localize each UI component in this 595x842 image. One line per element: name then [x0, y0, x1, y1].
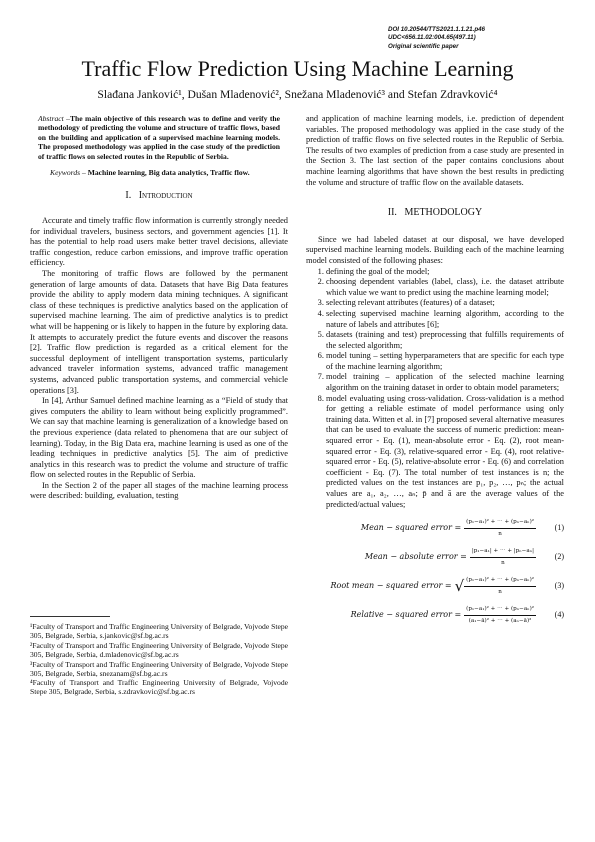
footnote: ²Faculty of Transport and Traffic Engineering University of Belgrade, Vojvode Stepe 305, Belgrade, Serbia, d.mladenovic@sf.bg.ac.rs: [30, 640, 288, 659]
intro-continuation: and application of machine learning models, i.e. prediction of dependent variables. The proposed methodology was applied in the case study of the prediction of traffic flows on five selected routes in the Republic of Serbia. The results of two examples of prediction from a case study are presented in the Section 3. The last section of the paper contains conclusions about machine learning algorithms that have shown the best results in predicting the volume and structure of traffic flow on the available datasets.: [306, 114, 564, 187]
abstract-text: The main objective of this research was to define and verify the methodology of predicting the volume and structure of traffic flows, based on the building and application of a supervised machine learning models. The proposed methodology was applied in the case study of the prediction of traffic flows on selected routes in the Republic of Serbia.: [38, 114, 280, 161]
phases-list: [306, 267, 564, 511]
list-item: 7. model training – application of the selected machine learning algorithm on the training dataset in order to obtain model parameters;: [326, 372, 564, 393]
intro-paragraph: In [4], Arthur Samuel defined machine learning as a “Field of study that gives computers the ability to learn without being explicitly programmed”. We can say that machine learning is generalization of a knowledge based on the previous experience (data related to phenomena that are our subject of learning). Today, in the Big Data era, machine learning is used as one of the leading techniques in predictive analytics [5]. The aim of predictive analytics in this research was to predict the volume and structure of traffic flow on selected routes in the Republic of Serbia.: [30, 396, 288, 480]
equation-3: Root mean − squared error = √ $\frac{\text{(p₁−a₁)² + ⋯ + (pₙ−aₙ)²}}{n}$ (3): [306, 575, 564, 597]
paper-title: Traffic Flow Prediction Using Machine Learning: [81, 56, 514, 81]
footnote: ¹Faculty of Transport and Traffic Engineering University of Belgrade, Vojvode Stepe 305, Belgrade, Serbia, s.jankovic@sf.bg.ac.rs: [30, 622, 288, 640]
list-item: 6. model tuning – setting hyperparameters that are specific for each type of the machine learning algorithm;: [326, 351, 564, 372]
intro-paragraph: The monitoring of traffic flows are followed by the permanent generation of large amounts of data. Datasets that have Big Data features provide the ability to apply modern data mining techniques. A significant class of these techniques is predictive analytics based on the application of supervised machine learning. The aim of predictive analytics is to predict what will be happening or is likely to happen in the future by exploring data. It attempts to accurately predict the future events and discover the reasons [2]. Traffic flow prediction is regarded as a critical element for the successful deployment of intelligent transportation systems, particularly advanced traveler information systems, advanced traffic management systems, advanced public transportation systems, and commercial vehicle operations [3].: [30, 269, 288, 395]
fraction: $\frac{\text{(p₁−a₁)² + ⋯ + (pₙ−aₙ)²}}{n}$: [466, 519, 534, 537]
list-item: 4. selecting supervised machine learning algorithm, according to the nature of labels and attributes [6];: [326, 309, 564, 330]
equation-2: Mean − absolute error = $\frac{\text{|p₁−a₁| + ⋯ + |pₙ−aₙ|}}{n}$ (2): [306, 546, 564, 568]
intro-paragraph: Accurate and timely traffic flow information is currently strongly needed for individual travelers, business sectors, and government agencies [1]. It has the potential to help road users make better travel decisions, alleviate traffic congestion, reduce carbon emissions, and improve traffic operation efficiency.: [30, 216, 288, 268]
keywords-text: Machine learning, Big data analytics, Traffic flow.: [87, 168, 250, 178]
sqrt-symbol: √: [454, 576, 465, 595]
section-heading-introduction: I. Introduction: [125, 190, 193, 202]
fraction: $\frac{\text{|p₁−a₁| + ⋯ + |pₙ−aₙ|}}{n}$: [471, 548, 534, 566]
list-item: 8. model evaluating using cross-validation. Cross-validation is a method for getting a reliable estimate of model performance using only training data. Witten et al. in [7] proposed several alternative measures that can be used to evaluate the success of numeric prediction: mean-squared error - Eq. (1), mean-absolute error - Eq. (2), root mean-squared error - Eq. (3), relative-squared error - Eq. (4), root relative-squared error - Eq. (5), relative-absolute error - Eq. (6) and correlation coefficient - Eq. (7). The total number of test instances is n; the predicted values on the test instances are p₁, p₂, …, pₙ; the actual values are a₁, a₂, …, aₙ; p̄ and ā are the average values of the predicted/actual values;: [326, 394, 564, 511]
equation-4: Relative − squared error = $\frac{\text{(p₁−a₁)² + ⋯ + (pₙ−aₙ)²}}{\text{(a₁−ā)² + ⋯ + (aₙ−ā)²}}$ (4): [306, 604, 564, 626]
keywords-label: Keywords –: [50, 168, 86, 178]
list-item: 3. selecting relevant attributes (features) of a dataset;: [326, 298, 564, 309]
paper-type: Original scientific paper: [388, 42, 459, 50]
fraction: $\frac{\text{(p₁−a₁)² + ⋯ + (pₙ−aₙ)²}}{n}$: [466, 577, 534, 595]
abstract-label: Abstract –: [38, 114, 70, 123]
udc: UDC<656.11.02:004.65(497.11): [388, 34, 476, 42]
footnote: ⁴Faculty of Transport and Traffic Engineering University of Belgrade, Vojvode Stepe 305, Belgrade, Serbia, s.zdravkovic@sf.bg.ac.rs: [30, 678, 288, 697]
list-item: 5. datasets (training and test) preprocessing that fulfills requirements of the selected algorithm;: [326, 330, 564, 351]
fraction: $\frac{\text{(p₁−a₁)² + ⋯ + (pₙ−aₙ)²}}{\text{(a₁−ā)² + ⋯ + (aₙ−ā)²}}$: [466, 606, 534, 624]
authors: Slađana Janković¹, Dušan Mladenović², Snežana Mladenović³ and Stefan Zdravković⁴: [97, 88, 498, 101]
list-item: 1. defining the goal of the model;: [326, 267, 564, 278]
article-meta: [388, 26, 558, 51]
equation-1: Mean − squared error = $\frac{\text{(p₁−a₁)² + ⋯ + (pₙ−aₙ)²}}{n}$ (1): [306, 517, 564, 539]
left-column: [30, 114, 288, 502]
list-item: 2. choosing dependent variables (label, class), i.e. the dataset attribute which value we want to predict using the machine learning model;: [326, 277, 564, 298]
section-heading-methodology: II. METHODOLOGY: [387, 207, 483, 219]
methodology-intro: Since we had labeled dataset at our disposal, we have developed supervised machine learning models. Building each of the machine learning model consisted of the following phases:: [306, 234, 564, 265]
intro-paragraph: In the Section 2 of the paper all stages of the machine learning process were described: building, evaluation, testing: [30, 480, 288, 501]
doi: DOI 10.20544/TTS2021.1.1.21.p46: [388, 26, 485, 33]
abstract: [30, 114, 288, 161]
keywords: [30, 168, 288, 177]
right-column: [306, 114, 564, 626]
footnote: ³Faculty of Transport and Traffic Engineering University of Belgrade, Vojvode Stepe 305, Belgrade, Serbia, snezanam@sf.bg.ac.rs: [30, 659, 288, 678]
footnotes: [30, 616, 288, 698]
footnote-rule: [30, 616, 110, 617]
